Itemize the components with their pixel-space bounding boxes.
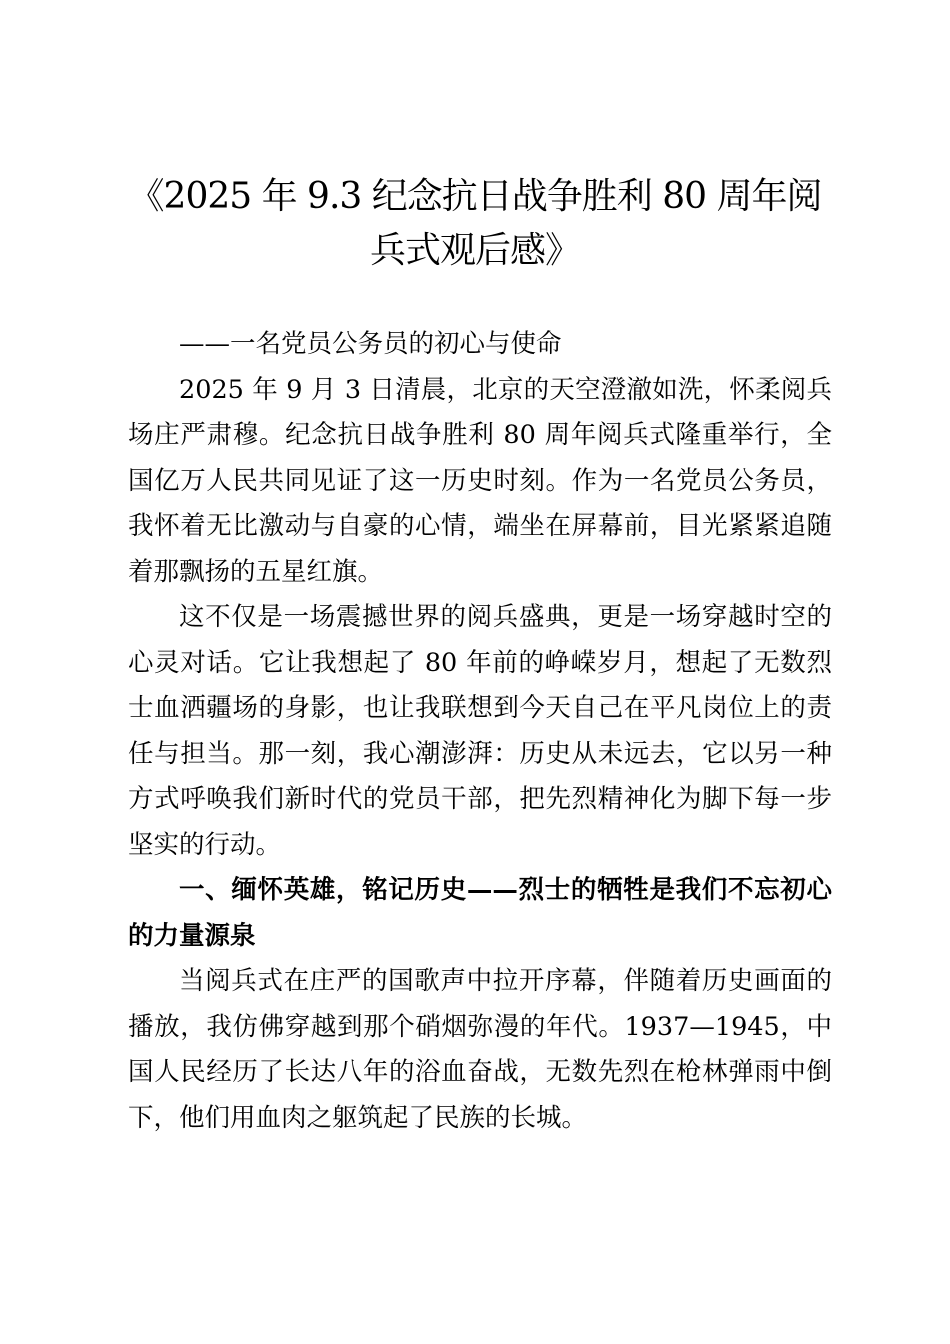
document-title: 《2025 年 9.3 纪念抗日战争胜利 80 周年阅兵式观后感》 — [128, 176, 822, 271]
body-paragraph: 这不仅是一场震撼世界的阅兵盛典，更是一场穿越时空的心灵对话。它让我想起了 80 年前的峥嵘岁月，想起了无数烈士血洒疆场的身影，也让我联想到今天自己在平凡岗位上的责任与担当。那一刻，我心潮澎湃：历史从未远去，它以另一种方式呼唤我们新时代的党员干部，把先烈精神化为脚下每一步坚实的行动。 — [128, 602, 832, 860]
section-heading: 一、缅怀英雄，铭记历史——烈士的牺牲是我们不忘初心的力量源泉 — [128, 875, 832, 951]
body-paragraph: 2025 年 9 月 3 日清晨，北京的天空澄澈如洗，怀柔阅兵场庄严肃穆。纪念抗日战争胜利 80 周年阅兵式隆重举行，全国亿万人民共同见证了这一历史时刻。作为一名党员公务员，我怀着无比激动与自豪的心情，端坐在屏幕前，目光紧紧追随着那飘扬的五星红旗。 — [128, 374, 832, 587]
section-paragraph: 当阅兵式在庄严的国歌声中拉开序幕，伴随着历史画面的播放，我仿佛穿越到那个硝烟弥漫的年代。1937—1945，中国人民经历了长达八年的浴血奋战，无数先烈在枪林弹雨中倒下，他们用血肉之躯筑起了民族的长城。 — [128, 966, 832, 1133]
document-body — [128, 322, 832, 1141]
document-subtitle: ——一名党员公务员的初心与使命 — [179, 329, 562, 359]
